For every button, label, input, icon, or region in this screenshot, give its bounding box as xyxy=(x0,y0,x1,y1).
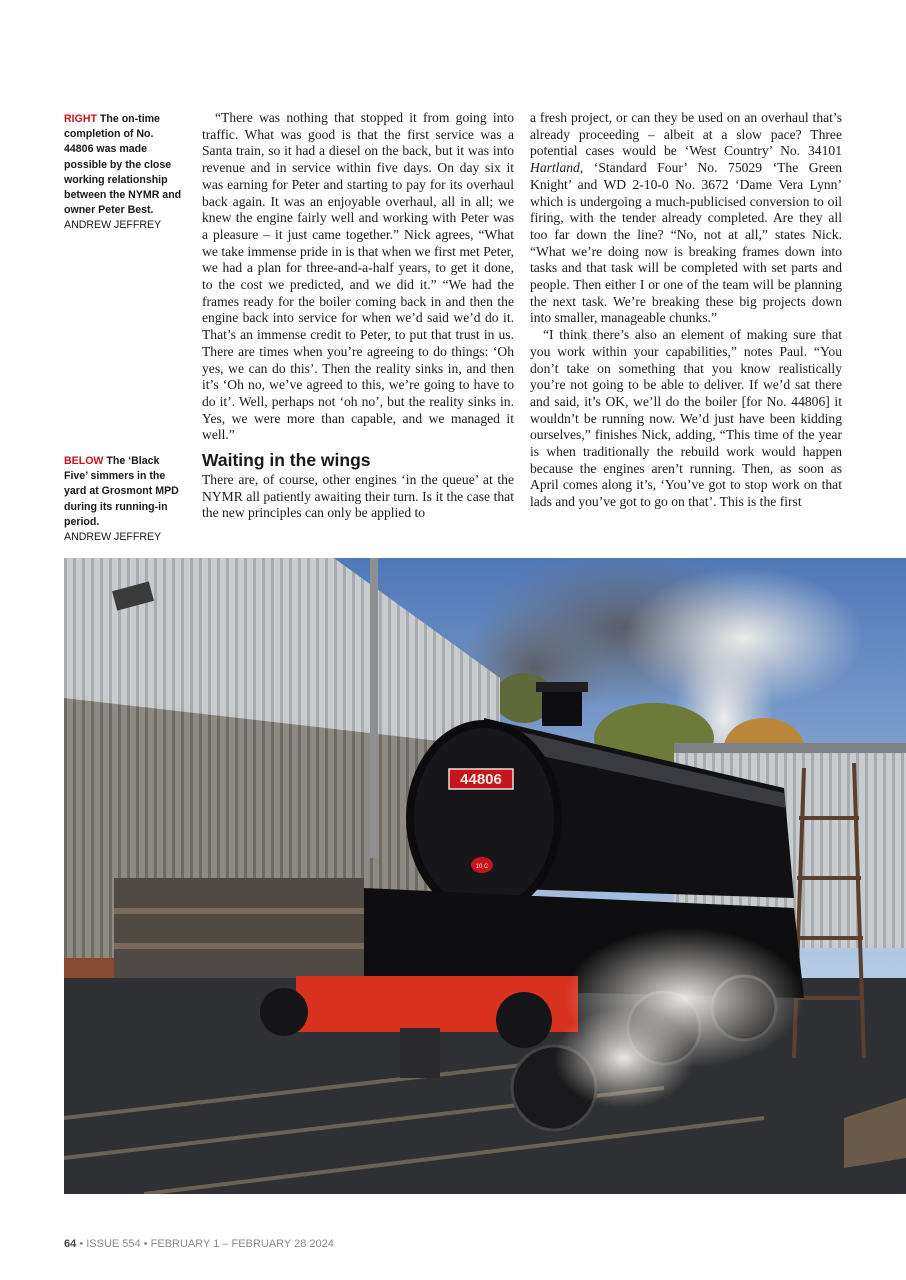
loco-name: Hartland xyxy=(530,160,580,176)
folio-separator: • xyxy=(143,1238,148,1250)
article-paragraph xyxy=(530,110,842,327)
caption-tag: BELOW xyxy=(64,455,104,467)
photo-credit: ANDREW JEFFREY xyxy=(64,531,162,544)
caption-below xyxy=(64,454,184,545)
buffer xyxy=(496,992,552,1048)
issue-dates: FEBRUARY 1 – FEBRUARY 28 2024 xyxy=(150,1238,334,1250)
steam-cloud xyxy=(554,1008,694,1108)
issue-number: ISSUE 554 xyxy=(86,1238,141,1250)
page-number: 64 xyxy=(64,1238,77,1250)
caption-tag: RIGHT xyxy=(64,113,97,125)
photo-credit: ANDREW JEFFREY xyxy=(64,219,162,232)
caption-text: The on-time completion of No. 44806 was made possible by the close working relationship between the NYMR and owner Peter Best. xyxy=(64,113,182,217)
article-paragraph: “There was nothing that stopped it from going into traffic. What was good is that the first service was a Santa train, so it had a diesel on the back, but it was into revenue and in service within five days. On day six it was earning for Peter and starting to pay for its overhaul back again. It was an enjoyable overhaul, all in all; we knew the engine fairly well and working with Peter was a pleasure – it just came together.” Nick agrees, “What we take immense pride in is that when we first met Peter, we had a plan for three-and-a-half years, to get it done, to the cost we predicted, and we did it.” “We had the frames ready for the boiler coming back in and then the engine back into service for when we’d said we’d do it. That’s an immense credit to Peter, to put that trust in us. There are times when you’re agreeing to do things: ‘Oh yes, we can do this’. Then the reality sinks in, and then it’s ‘Oh no, we’ve agreed to this, we’re going to have to do it’. Well, perhaps not ‘oh no’, but the reality sinks in. Yes, we were more than capable, and we managed it well.” xyxy=(202,110,514,443)
shed-plate-text: 10 C xyxy=(475,864,489,870)
number-plate-text: 44806 xyxy=(460,771,502,788)
locomotive-photo xyxy=(64,558,906,1194)
text-run: a fresh project, or can they be used on an overhaul that’s already proceeding – albeit at a slow pace? Three potential cases would be ‘West Country’ No. 34101 xyxy=(530,110,842,159)
drain-pipe xyxy=(370,558,378,858)
article-column-1 xyxy=(202,110,514,522)
article-column-2 xyxy=(530,110,842,511)
article-paragraph: There are, of course, other engines ‘in the queue’ at the NYMR all patiently awaiting their turn. Is it the case that the new principles can only be applied to xyxy=(202,472,514,521)
parts-rack xyxy=(114,878,364,988)
buffer xyxy=(260,988,308,1036)
article-subhead: Waiting in the wings xyxy=(202,450,371,471)
caption-right xyxy=(64,112,184,234)
text-run: , ‘Standard Four’ No. 75029 ‘The Green Knight’ and WD 2-10-0 No. 3672 ‘Dame Vera Lynn’ which is undergoing a much-publicised conversion to oil firing, with the tender already completed. Are they all too far down the line? “No, not at all,” states Nick. “What we’re doing now is breaking frames down into tasks and that task will be completed with set parts and people. Then either I or one of the team will be planning the next task. We’re breaking these big projects down into smaller, manageable chunks.” xyxy=(530,160,842,326)
caption-text: The ‘Black Five’ simmers in the yard at Grosmont MPD during its running-in period. xyxy=(64,455,179,528)
folio-separator: • xyxy=(79,1238,84,1250)
article-paragraph: “I think there’s also an element of making sure that you work within your capabilities,” notes Paul. “You don’t take on something that you know realistically you’re not going to be able to deliver. If we’d sat there and said, it’s OK, we’ll do the boiler [for No. 44806] it wouldn’t be running now. We’d just have been kidding ourselves,” finishes Nick, adding, “This time of the year is when traditionally the rebuild work would happen because the engines aren’t running. Then, as soon as April comes along it’s, ‘You’ve got to stop work on that lads and you’ve got to go on that’. This is the first xyxy=(530,327,842,510)
page-folio xyxy=(64,1238,334,1250)
